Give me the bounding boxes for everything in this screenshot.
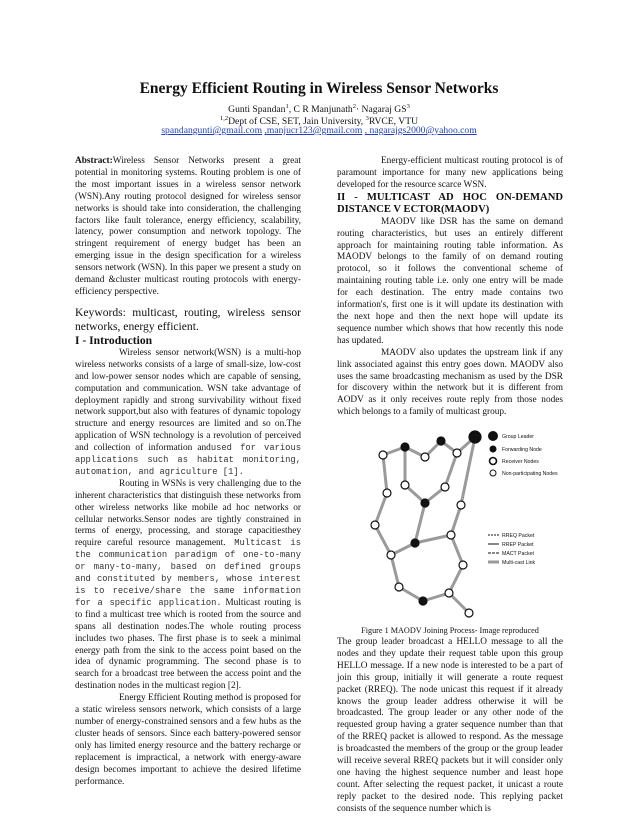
legend-label-2: Receiver Nodes bbox=[502, 459, 539, 466]
email-link-1[interactable]: spandangunti@gmail.com bbox=[161, 125, 263, 136]
right-column bbox=[337, 156, 563, 816]
maodv-figure bbox=[365, 425, 565, 625]
legend-label-3: Non-participating Nodes bbox=[502, 471, 558, 478]
figure-legend-markers bbox=[488, 431, 499, 562]
maodv-paragraph-1: MAODV like DSR has the same on demand routing characteristics, but uses an entirely different approach for maintaining routing table information. As MAODV belongs to the family of on demand routing protocol, so it follows the conventional scheme of maintaining routing table i.e. only one entry will be made for each destination. The entry made contains two information's, first one is it will update its destination with the next hope and then the next hope will update its sequence number which shows that how recently this node has updated. bbox=[337, 216, 563, 346]
intro-paragraph-1: Wireless sensor network(WSN) is a multi-hop wireless networks consists of a large of small-size, low-cost and low-power sensor nodes which are capable of sensing, computation and communication. WSN take advantage of deployment rapidly and strong survivability without fixed network support,but also with features of dynamic topology structure and energy resources are limited and so on.The application of WSN technology is a revolution of perceived and collection of information andused for various applications such as habitat monitoring, automation, and agriculture [1]. bbox=[75, 347, 302, 477]
intro-paragraph-3: Energy Efficient Routing method is proposed for a static wireless sensors network, which consists of a large number of energy-constrained sensors and a few hubs as the cluster heads of sensors. Since each battery-powered sensor only has limited energy resource and the battery recharge or replacement is impractical, a network with energy-aware design becomes important to achieve the desired lifetime performance. bbox=[75, 693, 301, 787]
legend-line-label-2: MACT Packet bbox=[502, 551, 534, 558]
group-leader-node bbox=[469, 431, 481, 443]
author-line: Gunti Spandan$^1$, C R Manjunath$^2$· Nagaraj $GS^3$ bbox=[228, 103, 410, 116]
author-2: , C R Manjunath bbox=[288, 104, 353, 116]
maodv-paragraph-2: MAODV also updates the upstream link if any link associated against this entry goes down. MAODV also uses the same broadcasting mechanism as used by the DSR for discovery within the network but it is different from AODV as it only receives route reply from those nodes which belongs to a family of multicast group. bbox=[337, 347, 563, 418]
maodv-paragraph-3: The group leader broadcast a HELLO message to all the nodes and they update their request table upon this group HELLO message. If a new node is interested to be a part of join this group, initially it will generate a route request packet (RREQ). The node unicast this request if it already knows the group leader address otherwise it will be broadcasted. The group leader or any other node of the requested group having a grater sequence number than that of the RREQ packet is allowed to respond. As the message is broadcasted the members of the group or the group leader will receive several RREQ packets but it will consider only one having the highest sequence number and least hope count. After selecting the request packet, it unicast a route reply packet to the desired node. This replying packet consists of the sequence number which is bbox=[337, 637, 563, 814]
left-column bbox=[75, 156, 301, 788]
legend-line-label-0: RREQ Packet bbox=[502, 533, 535, 540]
legend-line-label-1: RREP Packet bbox=[502, 542, 534, 549]
intro-paragraph-2: Routing in WSNs is very challenging due to the inherent characteristics that distinguish these networks from other wireless networks like mobile ad hoc networks or cellular networks.Sensor nodes are tightly constrained in terms of energy, processing, and storage capacitiesthey require careful resource management. Multicast is the communication paradigm of one-to-many or many-to-many, based on defined groups and constituted by members, whose interest is to receive/share the same information for a specific application. Multicast routing is to find a multicast tree which is rooted from the source and spans all destination nodes.The whole routing process includes two phases. The first phase is to seek a minimal energy path from the sink to the access point based on the idea of dynamic programming. The second phase is to search for a broadcast tree between the access point and the destination nodes in the multicast region [2]. bbox=[75, 478, 301, 692]
author-3: · Nagaraj GS bbox=[355, 104, 407, 116]
email-line bbox=[0, 125, 638, 137]
legend-label-0: Group Leader bbox=[502, 434, 535, 441]
affiliation-line: $^{1,2}$Dept of CSE, SET, Jain University, $^3$RVCE, VTU bbox=[219, 115, 419, 128]
author-1: Gunti Spandan bbox=[228, 104, 286, 116]
legend-nonparticipating-icon bbox=[490, 470, 496, 476]
affiliation-2: RVCE, VTU bbox=[368, 116, 419, 128]
legend-group-leader-icon bbox=[488, 431, 498, 441]
network-nodes bbox=[371, 431, 481, 617]
network-links bbox=[375, 437, 475, 613]
legend-line-label-3: Multi-cast Link bbox=[502, 560, 536, 567]
section-1-heading: I - Introduction bbox=[75, 333, 153, 347]
keywords: Keywords: multicast, routing, wireless sensor networks, energy efficient. bbox=[75, 305, 301, 333]
network-diagram bbox=[365, 425, 565, 625]
right-paragraph-0: Energy-efficient multicast routing protocol is of paramount importance for many new applications being developed for the resource scarce WSN. bbox=[337, 156, 563, 190]
section-2-heading: II - MULTICAST AD HOC ON-DEMAND DISTANCE V ECTOR(MAODV) bbox=[337, 191, 563, 216]
paper-title: Energy Efficient Routing in Wireless Sensor Networks bbox=[139, 80, 499, 97]
legend-forwarding-icon bbox=[490, 446, 497, 453]
figure-caption: Figure 1 MAODV Joining Process- Image reproduced bbox=[361, 626, 539, 636]
affiliation-1: Dept of CSE, SET, Jain University, bbox=[228, 116, 366, 128]
email-link-2[interactable]: ,manjucr123@gmail.com bbox=[264, 125, 363, 136]
email-link-3[interactable]: , nagarajgs2000@yahoo.com bbox=[364, 125, 477, 136]
abstract: Abstract:Wireless Sensor Networks present a great potential in monitoring systems. Routing problem is one of the most important issues in a wireless sensor network (WSN).Any routing protocol designed for wireless sensor networks is should take into consideration, the challenging factors like fault tolerance, energy efficiency, scalability, latency, power consumption and network topology. The stringent requirement of energy budget has been an emerging issue in the design specification for a wireless sensors network (WSN). In this paper we present a study on demand &cluster multicast routing protocols with energy-efficiency perspective. bbox=[75, 156, 301, 297]
legend-label-1: Forwarding Node bbox=[502, 447, 542, 454]
legend-receiver-icon bbox=[490, 458, 497, 465]
